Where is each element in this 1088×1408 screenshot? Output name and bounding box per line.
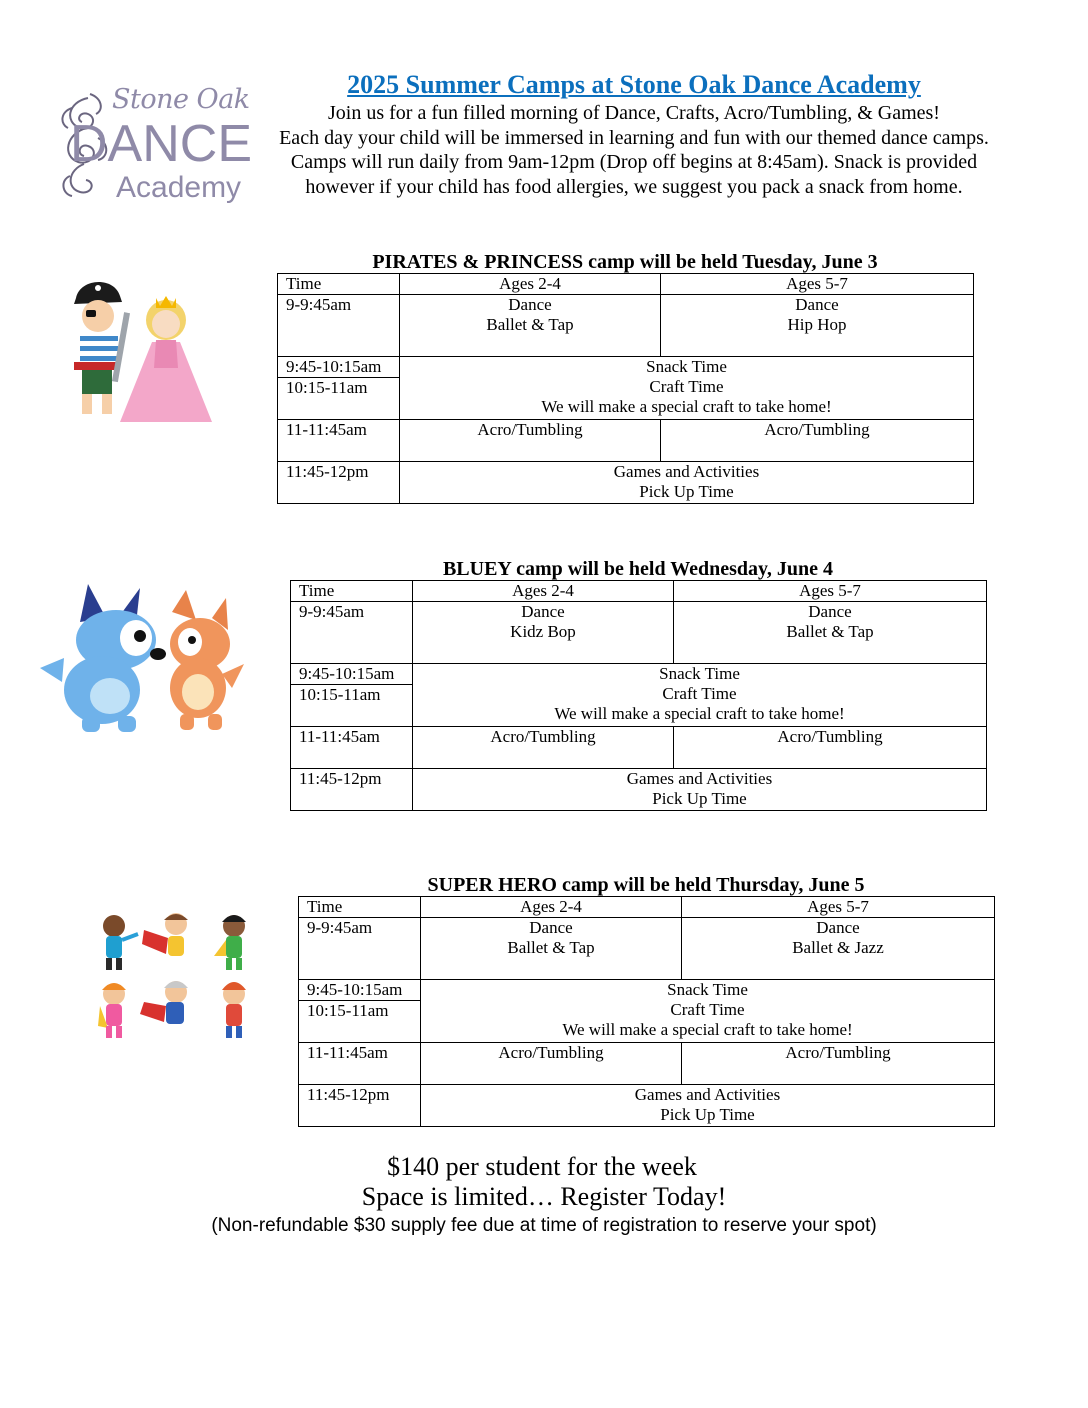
- activity-cell: Acro/Tumbling: [421, 1043, 682, 1085]
- activity-label: Dance: [795, 295, 839, 314]
- activity-cell: Acro/Tumbling: [400, 420, 661, 462]
- craft-note-text: We will make a special craft to take home!: [541, 397, 832, 416]
- activity-cell: [421, 918, 682, 980]
- activity-cell: Acro/Tumbling: [682, 1043, 995, 1085]
- time-cell: 10:15-11am: [278, 378, 400, 420]
- activity-cell: [682, 918, 995, 980]
- shared-activity-cell: [400, 462, 974, 504]
- camp-pirates-princess: [277, 251, 973, 504]
- activity-cell: [400, 295, 661, 357]
- craft-time-text: Craft Time: [649, 377, 724, 396]
- activity-detail: Ballet & Tap: [507, 938, 595, 957]
- games-text: Games and Activities: [613, 462, 760, 481]
- activity-label: Dance: [508, 295, 552, 314]
- activity-cell: Acro/Tumbling: [674, 727, 987, 769]
- intro-paragraph: [240, 101, 1028, 199]
- table-row: [291, 664, 987, 685]
- pickup-text: Pick Up Time: [652, 789, 747, 808]
- pickup-text: Pick Up Time: [660, 1105, 755, 1124]
- table-row: [291, 769, 987, 811]
- time-cell: 11-11:45am: [299, 1043, 421, 1085]
- pickup-text: Pick Up Time: [639, 482, 734, 501]
- logo-script-text: Stone Oak: [112, 84, 250, 115]
- activity-detail: Hip Hop: [787, 315, 847, 334]
- time-cell: 10:15-11am: [291, 685, 413, 727]
- snack-time-text: Snack Time: [659, 664, 740, 683]
- snack-time-text: Snack Time: [646, 357, 727, 376]
- snack-time-text: Snack Time: [667, 980, 748, 999]
- shared-activity-cell: [413, 769, 987, 811]
- table-row: [278, 357, 974, 378]
- pirate-princess-illustration: [62, 272, 214, 430]
- time-cell: 9:45-10:15am: [291, 664, 413, 685]
- ages-2-4-header: Ages 2-4: [413, 581, 674, 602]
- activity-cell: [413, 602, 674, 664]
- craft-note-text: We will make a special craft to take home!: [562, 1020, 853, 1039]
- activity-cell: [661, 295, 974, 357]
- activity-detail: Ballet & Tap: [786, 622, 874, 641]
- craft-time-text: Craft Time: [662, 684, 737, 703]
- activity-detail: Ballet & Tap: [486, 315, 574, 334]
- table-row: [291, 727, 987, 769]
- games-text: Games and Activities: [626, 769, 773, 788]
- activity-label: Dance: [521, 602, 565, 621]
- time-cell: 9-9:45am: [278, 295, 400, 357]
- time-cell: 9-9:45am: [299, 918, 421, 980]
- time-cell: 11:45-12pm: [299, 1085, 421, 1127]
- games-text: Games and Activities: [634, 1085, 781, 1104]
- supply-fee-note: (Non-refundable $30 supply fee due at time of registration to reserve your spot): [211, 1215, 877, 1236]
- time-cell: 9:45-10:15am: [299, 980, 421, 1001]
- activity-label: Dance: [808, 602, 852, 621]
- price-text: $140 per student for the week: [387, 1152, 697, 1181]
- ages-5-7-header: Ages 5-7: [682, 897, 995, 918]
- time-cell: 9:45-10:15am: [278, 357, 400, 378]
- intro-line: Each day your child will be immersed in learning and fun with our themed dance camps.: [279, 126, 989, 149]
- ages-5-7-header: Ages 5-7: [661, 274, 974, 295]
- time-cell: 9-9:45am: [291, 602, 413, 664]
- craft-note-text: We will make a special craft to take home!: [554, 704, 845, 723]
- activity-cell: Acro/Tumbling: [413, 727, 674, 769]
- camp-title: BLUEY camp will be held Wednesday, June 4: [442, 558, 834, 580]
- camp-super-hero: [298, 874, 994, 1127]
- table-row: [299, 1085, 995, 1127]
- intro-line: however if your child has food allergies, we suggest you pack a snack from home.: [305, 175, 963, 198]
- activity-label: Dance: [816, 918, 860, 937]
- craft-time-text: Craft Time: [670, 1000, 745, 1019]
- table-header-row: [278, 274, 974, 295]
- schedule-table: [277, 273, 974, 504]
- table-header-row: [291, 581, 987, 602]
- intro-line: Camps will run daily from 9am-12pm (Drop off begins at 8:45am). Snack is provided: [290, 151, 978, 173]
- shared-activity-cell: [413, 664, 987, 727]
- camp-title: SUPER HERO camp will be held Thursday, June 5: [427, 874, 865, 896]
- time-cell: 11:45-12pm: [278, 462, 400, 504]
- activity-detail: Ballet & Jazz: [792, 938, 884, 957]
- intro-line: Join us for a fun filled morning of Dance, Crafts, Acro/Tumbling, & Games!: [328, 102, 940, 124]
- bluey-bingo-illustration: [36, 578, 246, 738]
- shared-activity-cell: [421, 980, 995, 1043]
- schedule-table: [290, 580, 987, 811]
- activity-cell: [674, 602, 987, 664]
- time-cell: 11-11:45am: [291, 727, 413, 769]
- register-cta-text: Space is limited… Register Today!: [361, 1182, 727, 1211]
- ages-2-4-header: Ages 2-4: [400, 274, 661, 295]
- shared-activity-cell: [421, 1085, 995, 1127]
- table-row: [299, 1043, 995, 1085]
- time-header: Time: [278, 274, 400, 295]
- time-cell: 11:45-12pm: [291, 769, 413, 811]
- time-header: Time: [299, 897, 421, 918]
- activity-label: Dance: [529, 918, 573, 937]
- academy-logo: [58, 84, 253, 214]
- table-header-row: [299, 897, 995, 918]
- schedule-table: [298, 896, 995, 1127]
- ages-2-4-header: Ages 2-4: [421, 897, 682, 918]
- shared-activity-cell: [400, 357, 974, 420]
- activity-detail: Kidz Bop: [510, 622, 576, 641]
- table-row: [278, 462, 974, 504]
- logo-dance-text: DANCE: [70, 115, 253, 173]
- table-row: [278, 295, 974, 357]
- table-row: [278, 420, 974, 462]
- table-row: [299, 980, 995, 1001]
- superhero-kids-illustration: [94, 910, 258, 1052]
- table-row: [291, 602, 987, 664]
- camp-title: PIRATES & PRINCESS camp will be held Tuesday, June 3: [372, 251, 878, 273]
- logo-academy-text: Academy: [116, 171, 242, 204]
- time-cell: 11-11:45am: [278, 420, 400, 462]
- ages-5-7-header: Ages 5-7: [674, 581, 987, 602]
- page-title[interactable]: 2025 Summer Camps at Stone Oak Dance Academy: [347, 70, 921, 99]
- activity-cell: Acro/Tumbling: [661, 420, 974, 462]
- time-header: Time: [291, 581, 413, 602]
- time-cell: 10:15-11am: [299, 1001, 421, 1043]
- pricing-block: [0, 1152, 1088, 1212]
- table-row: [299, 918, 995, 980]
- camp-bluey: [290, 558, 986, 811]
